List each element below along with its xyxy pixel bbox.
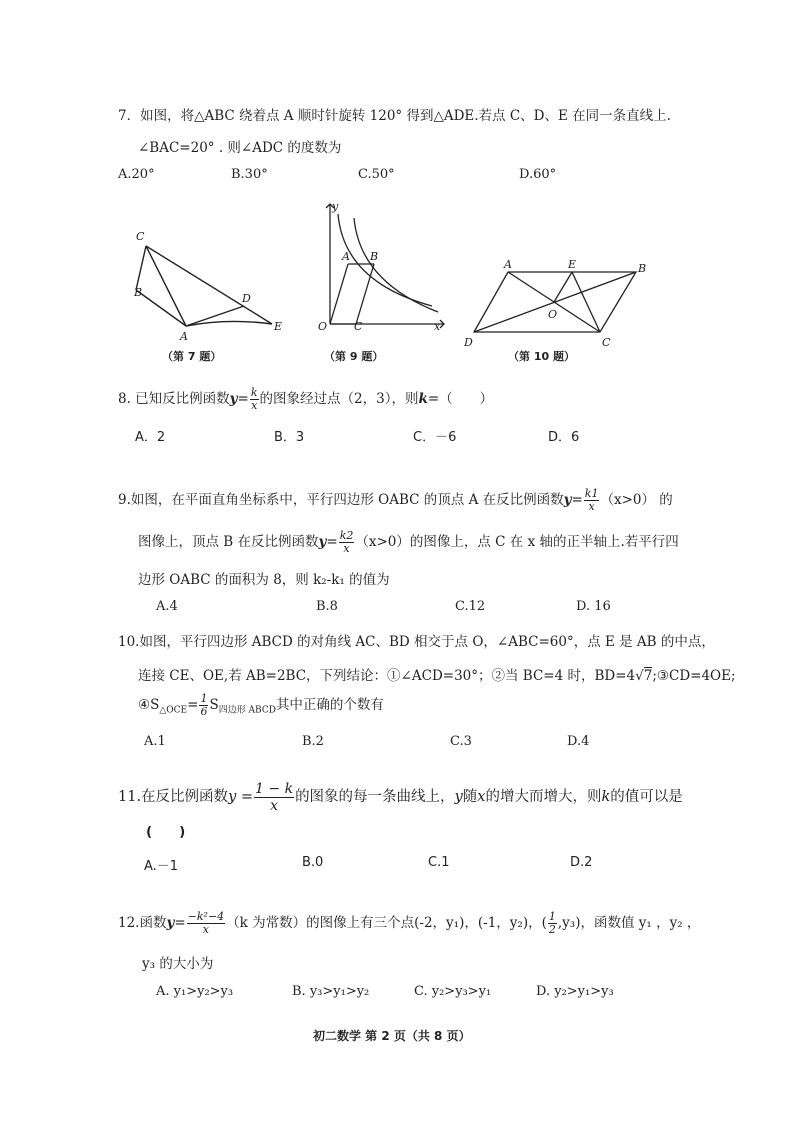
q11-mid2: 随 (462, 789, 478, 805)
q12-line2: y₃ 的大小为 (142, 956, 214, 972)
q11-y2: y (454, 789, 463, 805)
q8-fraction (250, 387, 259, 412)
q12-line1 (118, 908, 700, 938)
fig10-label-o: O (548, 308, 558, 321)
q12-fraction (187, 911, 226, 936)
q10-sqrt-value: 7 (643, 668, 653, 684)
q12-option-b: B. y₃>y₁>y₂ (292, 984, 370, 999)
fig10-label-b: B (638, 262, 647, 275)
q7-option-d: D.60° (519, 167, 557, 182)
q8-option-b: B．3 (274, 430, 305, 445)
q10-fraction (199, 693, 208, 718)
q8-eq: = (237, 391, 249, 407)
q8-option-d: D．6 (548, 430, 580, 445)
q9-option-a: A.4 (156, 599, 178, 614)
fig7-label-d: D (242, 292, 251, 305)
page-footer: 初二数学 第 2 页（共 8 页） (313, 1029, 471, 1043)
q11-fraction (254, 781, 294, 814)
q9-option-b: B.8 (316, 599, 338, 614)
q10-frac-num: 1 (200, 692, 208, 705)
fig7-label-c: C (136, 230, 145, 243)
fig9-label-b: B (370, 250, 379, 263)
figure-10 (460, 256, 660, 354)
q11-line1 (118, 780, 683, 814)
q10-option-b: B.2 (302, 734, 324, 749)
q10-line2 (138, 664, 736, 684)
q12-option-c: C. y₂>y₃>y₁ (414, 984, 492, 999)
q11-mid: 的图象的每一条曲线上， (295, 789, 455, 805)
fig10-label-d: D (464, 336, 473, 349)
fig7-label-a: A (180, 330, 188, 343)
q9-k2-num: k2 (339, 529, 354, 542)
q9-k2-den: x (343, 542, 350, 555)
fig9-label-y: y (332, 200, 339, 213)
q8-prefix: 8. 已知反比例函数 (118, 391, 230, 407)
q12-frac-den: x (202, 923, 210, 936)
q12-y: y (166, 915, 175, 931)
q10-line2-b: ;③CD=4OE; (652, 668, 736, 684)
q11-option-c: C.1 (428, 855, 450, 870)
q9-option-c: C.12 (455, 599, 486, 614)
q10-option-a: A.1 (144, 734, 166, 749)
q12-prefix: 12.函数 (118, 915, 167, 931)
q11-mid3: 的增大而增大，则 (485, 789, 602, 805)
q10-line3 (138, 692, 384, 724)
q11-option-a: A.－1 (144, 859, 179, 874)
q10-option-c: C.3 (450, 734, 472, 749)
fig9-label-x: x (434, 320, 441, 333)
q10-frac-den: 6 (200, 705, 208, 718)
q8-frac-num: k (250, 386, 258, 399)
q11-frac-den: x (270, 797, 278, 814)
q10-option-d: D.4 (567, 734, 590, 749)
q8-text (118, 385, 493, 413)
q12-half-num: 1 (548, 910, 556, 923)
q8-suffix: 的图象经过点（2，3），则 (259, 391, 419, 407)
q11-option-b: B.0 (302, 855, 324, 870)
sqrt-symbol: √ (635, 668, 644, 684)
q9-frac-k1 (584, 488, 600, 513)
q12-tail: ,y₃)，函数值 y₁ ，y₂ ， (557, 915, 701, 931)
q12-option-a: A. y₁>y₂>y₃ (156, 984, 234, 999)
q11-frac-num: 1 − k (255, 780, 294, 797)
q10-line3-s: S (209, 697, 219, 713)
q9-line2 (138, 528, 679, 556)
q9-line1-b: （x>0） 的 (600, 492, 673, 508)
q9-eq1: = (571, 492, 583, 508)
q8-k: k (418, 391, 428, 407)
q12-mid: （k 为常数）的图像上有三个点(-2，y₁)，(-1，y₂)，( (226, 915, 547, 931)
q8-frac-den: x (251, 399, 258, 412)
q10-line3-a: ④S (138, 697, 160, 713)
q9-eq2: = (326, 534, 338, 550)
q8-tail: =（ ） (427, 391, 494, 407)
fig9-label-o: O (318, 320, 328, 333)
q9-line1 (118, 486, 673, 514)
q9-y2: y (318, 534, 327, 550)
q12-eq: = (174, 915, 186, 931)
q10-sub2: 四边形 ABCD (218, 705, 276, 716)
q10-line3-eq: = (187, 697, 199, 713)
q11-paren: ( ) (146, 824, 186, 840)
q7-option-b: B.30° (231, 167, 268, 182)
q10-line3-b: 其中正确的个数有 (275, 697, 384, 713)
q11-suffix: 的值可以是 (610, 789, 683, 805)
q9-k1-num: k1 (584, 487, 599, 500)
q9-y1: y (563, 492, 572, 508)
q9-k1-den: x (588, 500, 595, 513)
q7-option-a: A.20° (118, 167, 155, 182)
q9-line2-b: （x>0）的图像上，点 C 在 x 轴的正半轴上.若平行四 (355, 534, 679, 550)
fig10-label-a: A (504, 258, 512, 271)
fig10-label-c: C (602, 336, 611, 349)
q7-line2: ∠BAC=20° . 则∠ADC 的度数为 (138, 140, 342, 156)
fig9-caption: （第 9 题） (324, 350, 384, 363)
q10-line2-a: 连接 CE、OE,若 AB=2BC，下列结论：①∠ACD=30°；②当 BC=4 时，BD=4 (138, 668, 636, 684)
q12-half-fraction (548, 911, 557, 936)
q9-option-d: D. 16 (576, 599, 611, 614)
q12-option-d: D. y₂>y₁>y₃ (536, 984, 614, 999)
q11-k: k (601, 789, 611, 805)
fig10-caption: （第 10 题） (508, 350, 575, 363)
fig7-label-e: E (274, 320, 283, 333)
q9-frac-k2 (339, 530, 355, 555)
fig9-label-a: A (342, 250, 350, 263)
q10-line1: 10.如图，平行四边形 ABCD 的对角线 AC、BD 相交于点 O，∠ABC=60°，点 E 是 AB 的中点， (118, 634, 715, 650)
fig7-caption: （第 7 题） (162, 350, 222, 363)
q11-y: y (228, 789, 237, 805)
fig9-label-c: C (354, 320, 363, 333)
q12-half-den: 2 (548, 923, 556, 936)
fig10-label-e: E (568, 258, 577, 271)
figure-9 (308, 198, 458, 348)
q12-frac-num: −k²−4 (187, 910, 225, 923)
q10-sub1: △OCE (159, 705, 188, 716)
q8-y: y (229, 391, 238, 407)
q9-line3: 边形 OABC 的面积为 8，则 k₂-k₁ 的值为 (138, 572, 390, 588)
q8-option-c: C．－6 (413, 430, 457, 445)
q9-line2-a: 图像上，顶点 B 在反比例函数 (138, 534, 319, 550)
q11-prefix: 11.在反比例函数 (118, 789, 229, 805)
q11-option-d: D.2 (570, 855, 593, 870)
q7-line1: 7．如图，将△ABC 绕着点 A 顺时针旋转 120° 得到△ADE.若点 C、D、E 在同一条直线上. (118, 108, 671, 124)
q7-option-c: C.50° (358, 167, 395, 182)
q9-line1-a: 9.如图，在平面直角坐标系中，平行四边形 OABC 的顶点 A 在反比例函数 (118, 492, 564, 508)
q8-option-a: A．2 (135, 430, 166, 445)
fig7-label-b: B (134, 286, 143, 299)
q11-eq: = (236, 789, 254, 805)
q11-x: x (477, 789, 486, 805)
